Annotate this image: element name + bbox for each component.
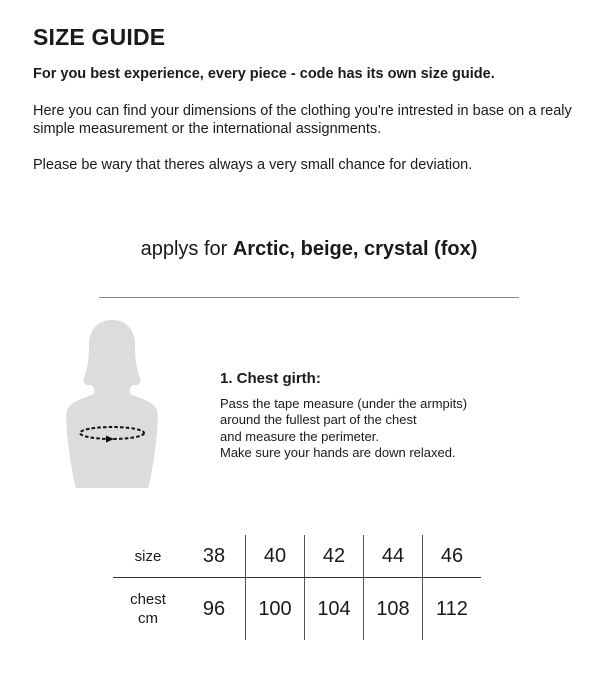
instruction-line: Make sure your hands are down relaxed. [220,444,456,460]
instruction-line: around the fullest part of the chest [220,412,417,428]
measurement-title: 1. Chest girth: [220,370,321,387]
table-row-size [113,535,481,578]
instruction-line: and measure the perimeter. [220,428,379,444]
section-divider [99,297,519,298]
size-cell: 38 [183,535,246,578]
chest-cell: 104 [305,578,364,641]
size-cell: 40 [246,535,305,578]
chest-cell: 108 [364,578,423,641]
woman-silhouette-icon [62,318,162,493]
row-label-chest-line1: chest [130,591,166,608]
intro-paragraph: Here you can find your dimensions of the clothing you're intrested in base on a realy simple measurement or the international assignments. [33,103,572,137]
chest-cell: 112 [423,578,482,641]
applies-prefix: applys for [140,238,233,260]
size-table [113,535,481,640]
instruction-line: Pass the tape measure (under the armpits) [220,396,468,411]
silhouette-shape [66,320,157,488]
table-row-chest [113,578,481,641]
size-cell: 46 [423,535,482,578]
size-cell: 44 [364,535,423,578]
applies-products: Arctic, beige, crystal (fox) [232,238,478,260]
row-label-size: size [113,535,183,578]
chest-cell: 100 [246,578,305,641]
lead-text: For you best experience, every piece - code has its own size guide. [33,66,495,82]
row-label-chest [113,578,183,641]
page-title: SIZE GUIDE [33,24,166,50]
applies-for-line [0,238,600,261]
size-cell: 42 [305,535,364,578]
chest-cell: 96 [202,597,226,620]
measurement-instructions [220,396,467,461]
row-label-chest-unit: cm [138,610,158,627]
deviation-note: Please be wary that theres always a very small chance for deviation. [33,157,473,173]
